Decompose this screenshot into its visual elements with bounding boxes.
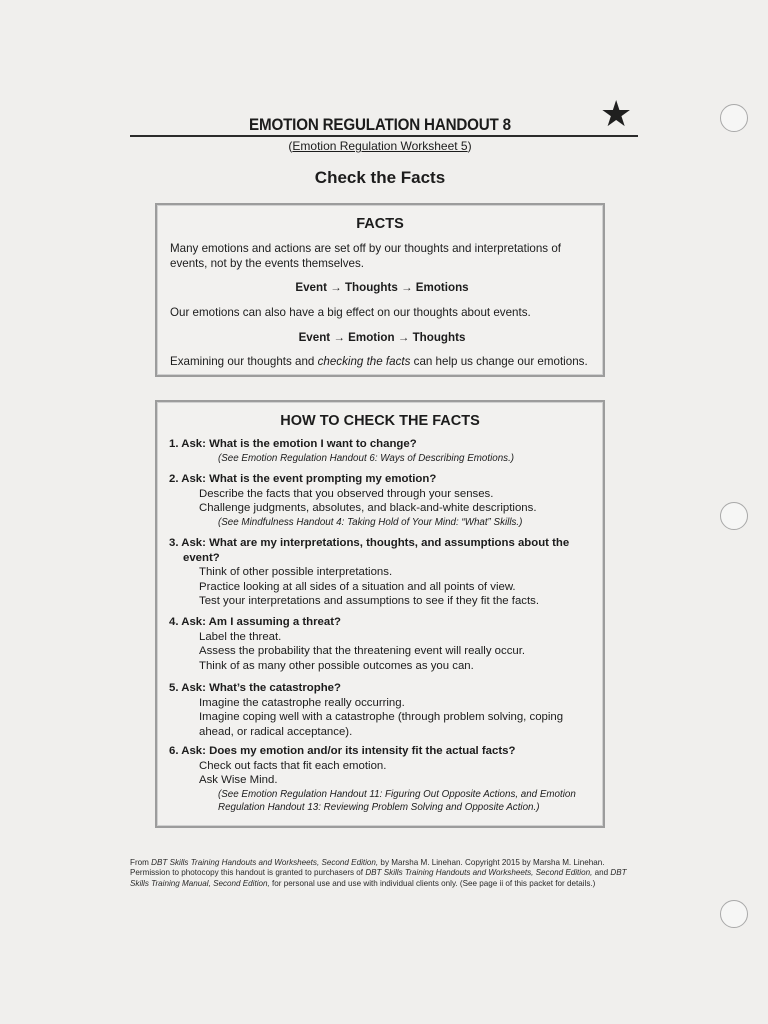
footer-text-3: and (592, 868, 611, 878)
step-line: Imagine the catastrophe really occurring. (199, 696, 405, 709)
facts-chain-1: Event → Thoughts → Emotions (295, 281, 469, 294)
facts-paragraph-2: Our emotions can also have a big effect on our thoughts about events. (170, 306, 531, 319)
step-1 (169, 437, 597, 465)
binder-hole-middle (720, 502, 748, 530)
page-title: Check the Facts (314, 168, 446, 187)
paren-close: ) (467, 139, 472, 153)
star-icon: ★ (600, 93, 633, 134)
facts-heading: FACTS (356, 216, 404, 232)
footer-book-title-3: DBT Skills Training Manual, Second Edition, (130, 868, 627, 888)
step-line: Practice looking at all sides of a situation and all points of view. (199, 580, 516, 593)
step-line: Describe the facts that you observed through your senses. (199, 487, 494, 500)
step-5 (169, 681, 597, 739)
step-line: Ask Wise Mind. (199, 774, 278, 787)
step-line: Think of other possible interpretations. (199, 566, 393, 579)
step-4 (169, 615, 597, 673)
paren-open: ( (288, 139, 293, 153)
worksheet-reference (130, 139, 630, 153)
copyright-footer (130, 858, 640, 889)
step-line: Assess the probability that the threatening event will really occur. (199, 645, 526, 658)
step-question: 4. Ask: Am I assuming a threat? (169, 616, 341, 628)
step-line: Challenge judgments, absolutes, and black-and-white descriptions. (199, 502, 537, 515)
footer-book-title-1: DBT Skills Training Handouts and Worksheets, Second Edition, (151, 858, 379, 867)
step-reference: (See Emotion Regulation Handout 6: Ways of Describing Emotions.) (218, 452, 515, 464)
facts-paragraph-3 (170, 354, 594, 369)
facts-p3-text-b: can help us change our emotions. (410, 355, 588, 368)
step-reference-cont: Regulation Handout 13: Reviewing Problem Solving and Opposite Action.) (218, 801, 540, 813)
step-question-cont: event? (183, 551, 220, 564)
title-rule (130, 135, 638, 137)
step-line: ahead, or radical acceptance). (199, 725, 353, 738)
footer-text-1: From (130, 858, 152, 867)
step-question: 5. Ask: What’s the catastrophe? (169, 682, 341, 694)
handout-title: EMOTION REGULATION HANDOUT 8 (249, 116, 511, 134)
footer-book-title-2: DBT Skills Training Handouts and Worksheets, Second Edition, (365, 868, 593, 878)
step-6 (169, 744, 597, 814)
footer-text-2: by Marsha M. Linehan. Copyright 2015 by Marsha M. Linehan. Permission to photocopy this handout is granted to purchasers of (130, 858, 605, 878)
worksheet-link[interactable]: Emotion Regulation Worksheet 5 (292, 139, 468, 153)
how-heading: HOW TO CHECK THE FACTS (280, 413, 480, 429)
step-reference: (See Mindfulness Handout 4: Taking Hold of Your Mind: “What” Skills.) (218, 516, 523, 528)
step-line: Test your interpretations and assumptions to see if they fit the facts. (199, 595, 539, 608)
step-reference: (See Emotion Regulation Handout 11: Figuring Out Opposite Actions, and Emotion (218, 788, 576, 800)
footer-text-4: for personal use and use with individual clients only. (See page ii of this packet for details.) (269, 878, 596, 888)
step-line: Label the threat. (199, 630, 282, 643)
step-question: 6. Ask: Does my emotion and/or its intensity fit the actual facts? (169, 745, 516, 757)
step-question: 1. Ask: What is the emotion I want to change? (169, 438, 417, 450)
step-line: Check out facts that fit each emotion. (199, 759, 387, 772)
facts-chain-2: Event → Emotion → Thoughts (298, 331, 466, 344)
step-line: Think of as many other possible outcomes as you can. (199, 659, 474, 672)
how-to-box (155, 400, 605, 828)
step-2 (169, 472, 597, 529)
facts-p3-text-a: Examining our thoughts and (170, 355, 318, 368)
facts-paragraph-1: Many emotions and actions are set off by our thoughts and interpretations of events, not by the events themselves. (170, 242, 561, 270)
step-3 (169, 536, 597, 609)
facts-box (155, 203, 605, 377)
facts-p3-emphasis: checking the facts (317, 355, 411, 368)
step-question: 2. Ask: What is the event prompting my emotion? (169, 473, 437, 485)
step-line: Imagine coping well with a catastrophe (through problem solving, coping (199, 711, 564, 724)
binder-hole-bottom (720, 900, 748, 928)
binder-hole-top (720, 104, 748, 132)
step-question: 3. Ask: What are my interpretations, thoughts, and assumptions about the (169, 537, 570, 549)
